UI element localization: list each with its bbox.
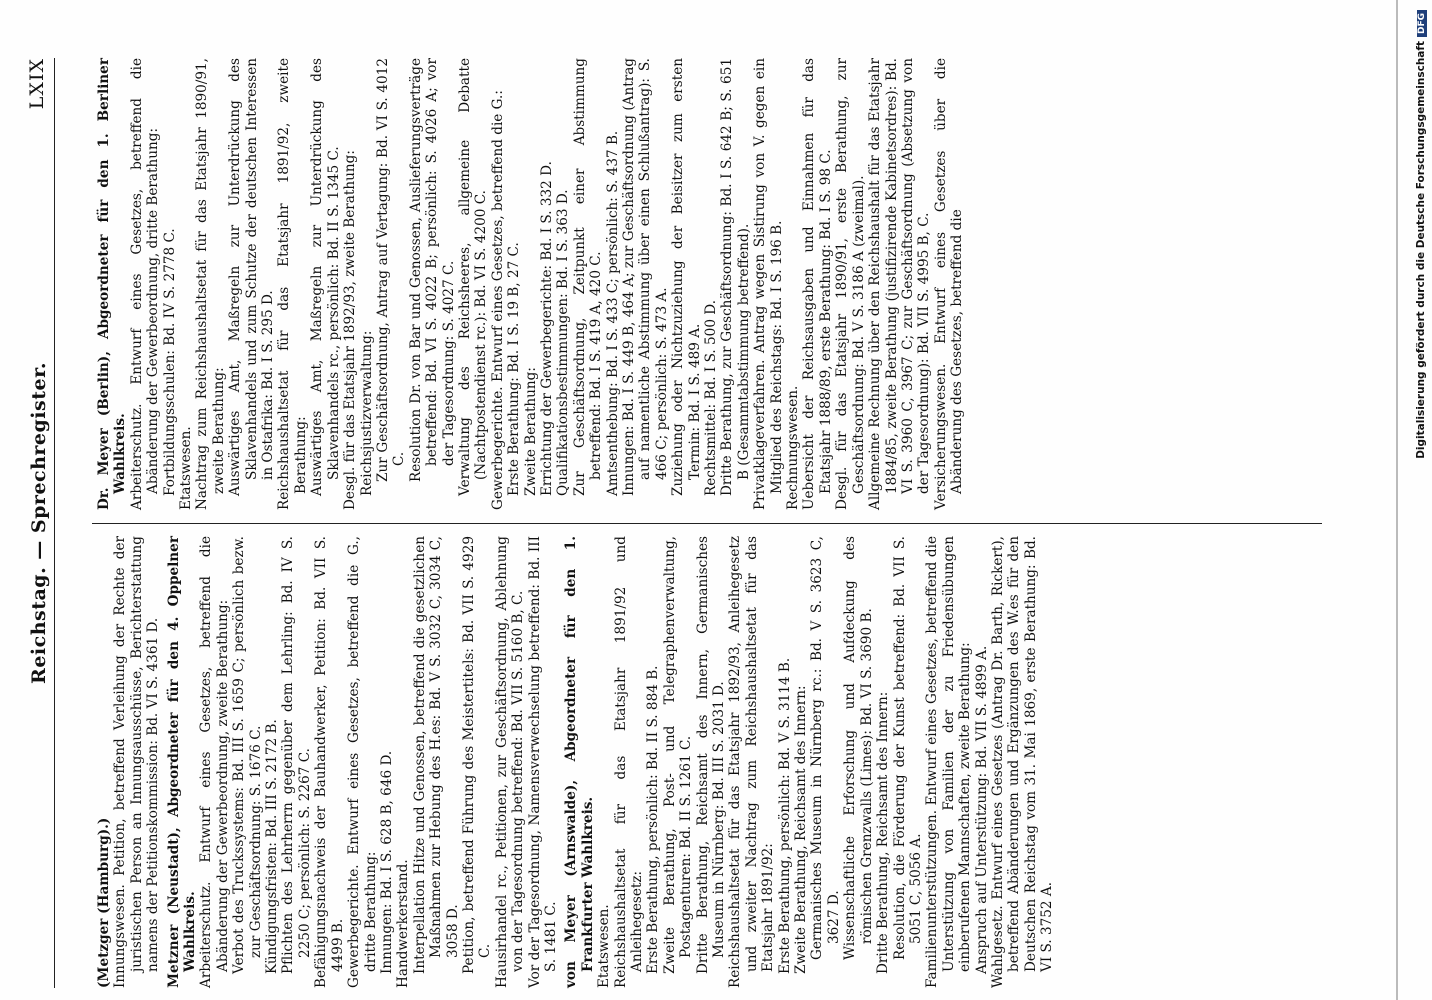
entry-line: Dritte Berathung, Reichsamt des Innern: <box>875 691 892 974</box>
entry-line: Desgl. für das Etatsjahr 1890/91, erste Berathung, zur Geschäftsordnung: Bd. V S. 3186 A (zweimal). <box>834 58 867 510</box>
entry-line: Wissenschaftliche Erforschung und Aufdeckung des römischen Grenzwalls (Limes): Bd. VI S. 3690 B. <box>842 536 875 960</box>
entry-line: Zweite Berathung, Reichsamt des Innern: <box>793 685 810 974</box>
entry-line: Arbeiterschutz. Entwurf eines Gesetzes, betreffend die Abänderung der Gewerbeordnung, zweite Berathung: <box>198 536 231 988</box>
entry-line: Erste Berathung, persönlich: Bd. II S. 884 B. <box>645 665 662 974</box>
entry-line: Zweite Berathung: <box>522 367 539 496</box>
entry-line: Etatswesen. <box>178 426 195 510</box>
right-column <box>96 58 970 510</box>
entry-line: Familienunterstützungen. Entwurf eines Gesetzes, betreffend die Unterstützung von Familien der zu Friedensübungen einberufenen Mannschaften, zweite Berathung: <box>924 536 974 988</box>
entry-line: Zur Geschäftsordnung, Antrag auf Vertagung: Bd. VI S. 4012 C. <box>374 58 408 482</box>
entry-line: Rechnungswesen. <box>785 385 802 510</box>
column-divider <box>92 523 1322 524</box>
entry-line: Fortbildungsschulen: Bd. IV S. 2778 C. <box>161 228 178 496</box>
register-entry <box>166 536 560 988</box>
entry-line: Gewerbegerichte. Entwurf eines Gesetzes, betreffend die G.: <box>489 90 506 510</box>
entry-line: Allgemeine Rechnung über den Reichshaushalt für das Etatsjahr 1884/85, zweite Berathung (justifizirende Kabinetsordres): Bd. VI S. 3960 C, 3967 C; zur Geschäftsordnung (Absetzung von der Tagesordnung): Bd. VII S. 4995 B, C. <box>867 58 933 510</box>
entry-heading: von Meyer (Arnswalde), Abgeordneter für den 1. Frankfurter Wahlkreis. <box>563 536 596 988</box>
entry-line: Amtsenthebung: Bd. I S. 433 C; persönlich: S. 437 B. <box>604 130 621 496</box>
entry-line: Privatklageverfahren. Antrag wegen Sistirung von V. gegen ein Mitglied des Reichstags: Bd. I S. 196 B. <box>752 58 785 510</box>
entry-line: Innungswesen. Petition, betreffend Verleihung der Rechte der juristischen Person an Innungsausschüsse, Berichterstattung namens der Petitionskommission: Bd. VI S. 4361 D. <box>112 536 162 988</box>
credit-text: Digitalisierung gefördert durch die Deutsche Forschungsgemeinschaft <box>1415 41 1427 459</box>
page-number: LXIX <box>26 58 48 110</box>
register-entry <box>96 536 162 988</box>
page-title: Reichstag. — Sprechregister. <box>28 362 50 684</box>
entry-line: Reichshaushaltsetat für das Etatsjahr 1891/92 und Anleihegesetz: <box>612 536 645 988</box>
digitization-credit <box>1413 0 1432 1000</box>
register-columns <box>52 58 1322 988</box>
entry-line: Befähigungsnachweis der Bauhandwerker, Petition: Bd. VII S. 4499 B. <box>313 536 346 988</box>
entry-heading: Metzner (Neustadt), Abgeordneter für den 4. Oppelner Wahlkreis. <box>165 536 199 988</box>
register-entry <box>563 536 1055 988</box>
entry-line: Versicherungswesen. Entwurf eines Gesetzes über die Abänderung des Gesetzes, betreffend die <box>932 58 966 510</box>
entry-line: Arbeiterschutz. Entwurf eines Gesetzes, betreffend die Abänderung der Gewerbeordnung, dritte Berathung: <box>128 58 162 510</box>
entry-line: Innungen: Bd. I S. 449 B, 464 A; zur Geschäftsordnung (Antrag auf namentliche Abstimmung über einen Schlußantrag): S. 466 C; persönlich: S. 473 A. <box>621 58 670 496</box>
entry-line: Interpellation Hitze und Genossen, betreffend die gesetzlichen Maßnahmen zur Hebung des H.es: Bd. V S. 3032 C, 3034 C, 3058 D. <box>411 536 461 974</box>
left-column <box>96 536 1060 988</box>
entry-line: Auswärtiges Amt, Maßregeln zur Unterdrückung des Sklavenhandels und zum Schutze der deutschen Interessen in Ostafrika: Bd. I S. 295 D. <box>227 58 277 496</box>
entry-line: Vor der Tagesordnung, Namensverwechselung betreffend: Bd. III S. 1481 C. <box>526 536 559 988</box>
entry-line: Kündigungsfristen: Bd. III S. 2172 B. <box>264 719 281 974</box>
entry-line: Erste Berathung: Bd. I S. 19 B, 27 C. <box>506 242 523 496</box>
entry-heading: (Metzger (Hamburg).) <box>96 817 112 988</box>
entry-line: Reichshaushaltsetat für das Etatsjahr 1891/92, zweite Berathung: <box>276 58 309 510</box>
entry-line: Dritte Berathung, Reichsamt des Innern, Germanisches Museum in Nürnberg: Bd. III S. 2031 D. <box>694 536 728 974</box>
page-header <box>12 58 52 988</box>
register-entry <box>96 58 966 510</box>
entry-line: Resolution, die Förderung der Kunst betreffend: Bd. VII S. 5051 C, 5056 A. <box>891 536 924 960</box>
dfg-logo: DFG <box>1417 10 1427 37</box>
entry-line: Zuziehung oder Nichtzuziehung der Beisitzer zum ersten Termin: Bd. I S. 489 A. <box>670 58 703 496</box>
entry-line: Germanisches Museum in Nürnberg rc.: Bd. V S. 3623 C, 3627 D. <box>809 536 842 960</box>
entry-heading: Dr. Meyer (Berlin), Abgeordneter für den 1. Berliner Wahlkreis. <box>96 58 129 510</box>
entry-line: Reichshaushaltsetat für das Etatsjahr 1892/93, Anleihegesetz und zweiter Nachtrag zum Reichshaushaltsetat für das Etatsjahr 1891/92: <box>727 536 777 988</box>
entry-line: Innungen: Bd. I S. 628 B, 646 D. <box>378 750 395 974</box>
entry-line: Etatswesen. <box>596 904 613 988</box>
entry-line: Reichsjustizverwaltung: <box>358 330 375 496</box>
entry-line: Anspruch auf Unterstützung: Bd. VII S. 4899 A. <box>973 645 990 974</box>
entry-line: Wahlgesetz. Entwurf eines Gesetzes (Antrag Dr. Barth, Rickert), betreffend Abänderungen und Ergänzungen des W.es für den Deutschen Reichstag vom 31. Mai 1869, erste Berathung: Bd. VI S. 3752 A. <box>989 536 1056 988</box>
entry-line: Desgl. für das Etatsjahr 1892/93, zweite Berathung: <box>342 150 359 510</box>
entry-line: Qualifikationsbestimmungen: Bd. I S. 363 D. <box>555 189 572 496</box>
entry-line: Zweite Berathung, Post- und Telegraphenverwaltung, Postagenturen: Bd. II S. 1261 C. <box>661 536 695 974</box>
entry-line: Handwerkerstand. <box>395 859 412 988</box>
entry-line: Erste Berathung, persönlich: Bd. V S. 3114 B. <box>776 657 793 974</box>
entry-line: Auswärtiges Amt, Maßregeln zur Unterdrückung des Sklavenhandels rc., persönlich: Bd. II S. 1345 C. <box>309 58 342 496</box>
entry-line: Verwaltung des Reichsheeres, allgemeine Debatte (Nachtpostendienst rc.): Bd. VI S. 4200 C. <box>456 58 490 496</box>
entry-line: Resolution Dr. von Bar und Genossen, Auslieferungsverträge betreffend: Bd. VI S. 4022 B; persönlich: S. 4026 A; vor der Tagesordnung: S. 4027 C. <box>407 58 457 482</box>
entry-line: Nachtrag zum Reichshaushaltsetat für das Etatsjahr 1890/91, zweite Berathung: <box>194 58 227 510</box>
entry-line: Rechtsmittel: Bd. I S. 500 D. <box>703 299 720 496</box>
entry-line: Pflichten des Lehrherrn gegenüber dem Lehrling: Bd. IV S. 2250 C; persönlich: S. 2267 C. <box>280 536 313 974</box>
entry-line: Uebersicht der Reichsausgaben und Einnahmen für das Etatsjahr 1888/89, erste Berathung: Bd. I S. 98 C. <box>801 58 834 510</box>
entry-line: Hausirhandel rc., Petitionen, zur Geschäftsordnung, Ablehnung von der Tagesordnung betreffend: Bd. VII S. 5160 B, C. <box>493 536 527 988</box>
entry-line: Petition, betreffend Führung des Meistertitels: Bd. VII S. 4929 C. <box>460 536 494 974</box>
entry-line: Gewerbegerichte. Entwurf eines Gesetzes, betreffend die G., dritte Berathung: <box>346 536 379 988</box>
entry-line: Zur Geschäftsordnung, Zeitpunkt einer Abstimmung betreffend: Bd. I S. 419 A, 420 C. <box>571 58 605 496</box>
entry-line: Verbot des Truckssystems: Bd. III S. 1659 C; persönlich bezw. zur Geschäftsordnung: S. 1676 C. <box>231 536 264 974</box>
entry-line: Dritte Berathung, zur Geschäftsordnung: Bd. I S. 642 B; S. 651 B (Gesammtabstimmung betreffend). <box>719 58 752 496</box>
entry-line: Errichtung der Gewerbegerichte: Bd. I S. 332 D. <box>538 161 555 496</box>
